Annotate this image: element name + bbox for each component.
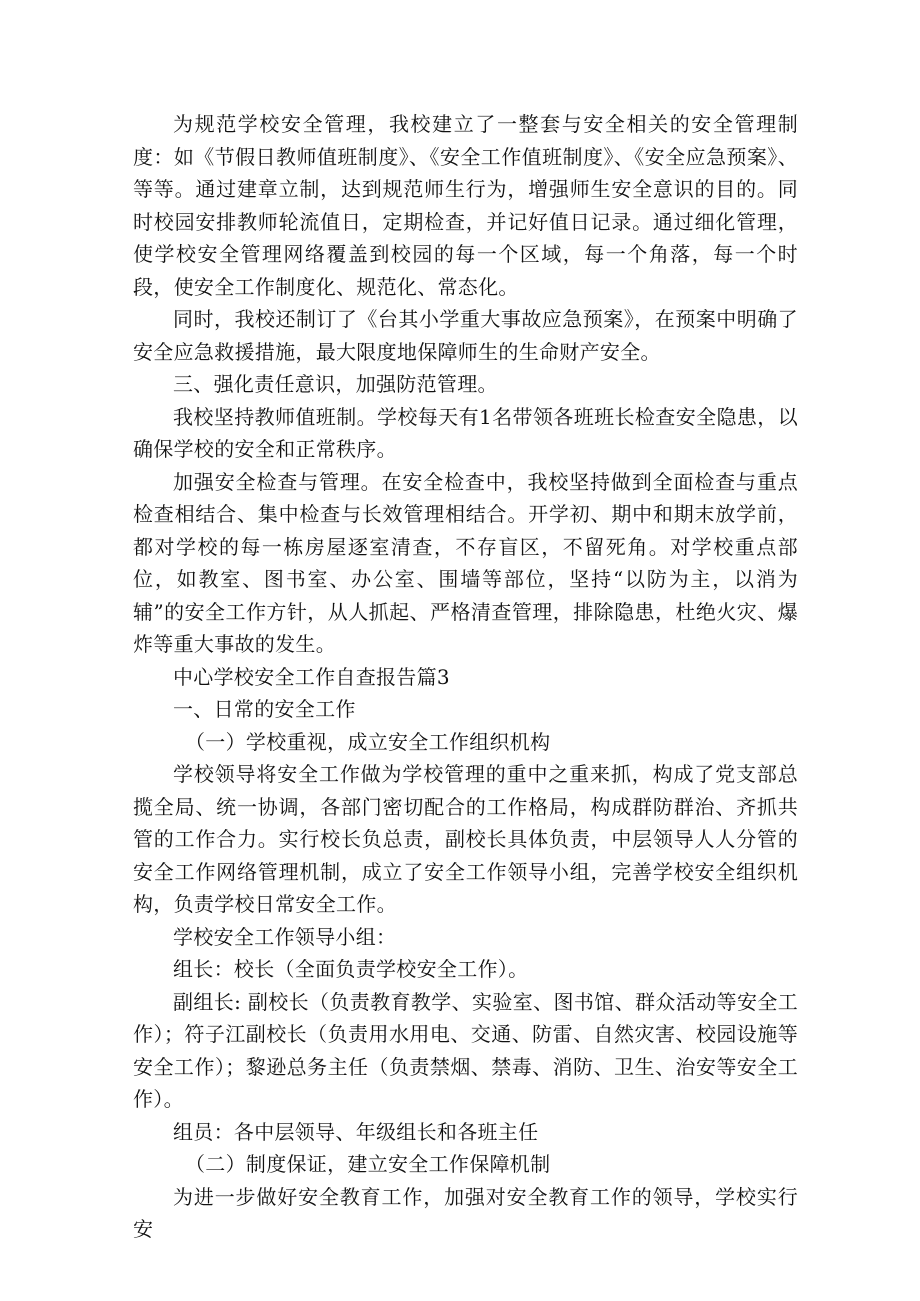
line-group-leader: 组长：校长（全面负责学校安全工作）。 xyxy=(173,957,529,981)
paragraph-deputy-leaders: 副组长: 副校长（负责教育教学、实验室、图书馆、群众活动等安全工作）；符子江副校长（负责用水用电、交通、防雷、自然灾害、校园设施等安全工作）；黎逊总务主任（负责禁烟、禁毒、消防、卫生、治安等安全工作）。 xyxy=(133,989,798,1111)
report-title: 中心学校安全工作自查报告篇3 xyxy=(173,664,450,689)
paragraph-further-safety-education: 为进一步做好安全教育工作，加强对安全教育工作的领导，学校实行安 xyxy=(133,1184,798,1241)
paragraph-safety-system: 为规范学校安全管理，我校建立了一整套与安全相关的安全管理制度：如《节假日教师值班制度》、《安全工作值班制度》、《安全应急预案》、等等。通过建章立制，达到规范师生行为，增强师生安全意识的目的。同时校园安排教师轮流值日，定期检查，并记好值日记录。通过细化管理，使学校安全管理网络覆盖到校园的每一个区域，每一个角落，每一个时段，使安全工作制度化、规范化、常态化。 xyxy=(133,112,798,299)
section-heading-responsibility: 三、强化责任意识，加强防范管理。 xyxy=(173,372,498,396)
paragraph-leadership: 学校领导将安全工作做为学校管理的重中之重来抓，构成了党支部总揽全局、统一协调，各部门密切配合的工作格局，构成群防群治、齐抓共管的工作合力。实行校长负总责，副校长具体负责，中层领导人人分管的安全工作网络管理机制，成立了安全工作领导小组，完善学校安全组织机构，负责学校日常安全工作。 xyxy=(133,762,798,916)
sub-heading-system-guarantee: （二）制度保证，建立安全工作保障机制 xyxy=(185,1152,551,1176)
paragraph-duty-system: 我校坚持教师值班制。学校每天有1名带领各班班长检查安全隐患，以确保学校的安全和正常秩序。 xyxy=(133,404,798,461)
heading-leading-group: 学校安全工作领导小组： xyxy=(173,924,397,949)
sub-heading-organization: （一）学校重视，成立安全工作组织机构 xyxy=(185,729,551,754)
paragraph-safety-inspection: 加强安全检查与管理。在安全检查中，我校坚持做到全面检查与重点检查相结合、集中检查与长效管理相结合。开学初、期中和期末放学前，都对学校的每一栋房屋逐室清查，不存盲区，不留死角。对学校重点部位，如教室、图书室、办公室、围墙等部位，坚持“以防为主，以消为辅”的安全工作方针，从人抓起、严格清查管理，排除隐患，杜绝火灾、爆炸等重大事故的发生。 xyxy=(133,469,798,656)
section-heading-daily-safety: 一、日常的安全工作 xyxy=(173,697,356,721)
line-group-members: 组员：各中层领导、年级组长和各班主任 xyxy=(173,1119,539,1144)
document-page xyxy=(133,108,798,1246)
paragraph-emergency-plan: 同时，我校还制订了《台其小学重大事故应急预案》，在预案中明确了安全应急救援措施，最大限度地保障师生的生命财产安全。 xyxy=(133,307,798,364)
